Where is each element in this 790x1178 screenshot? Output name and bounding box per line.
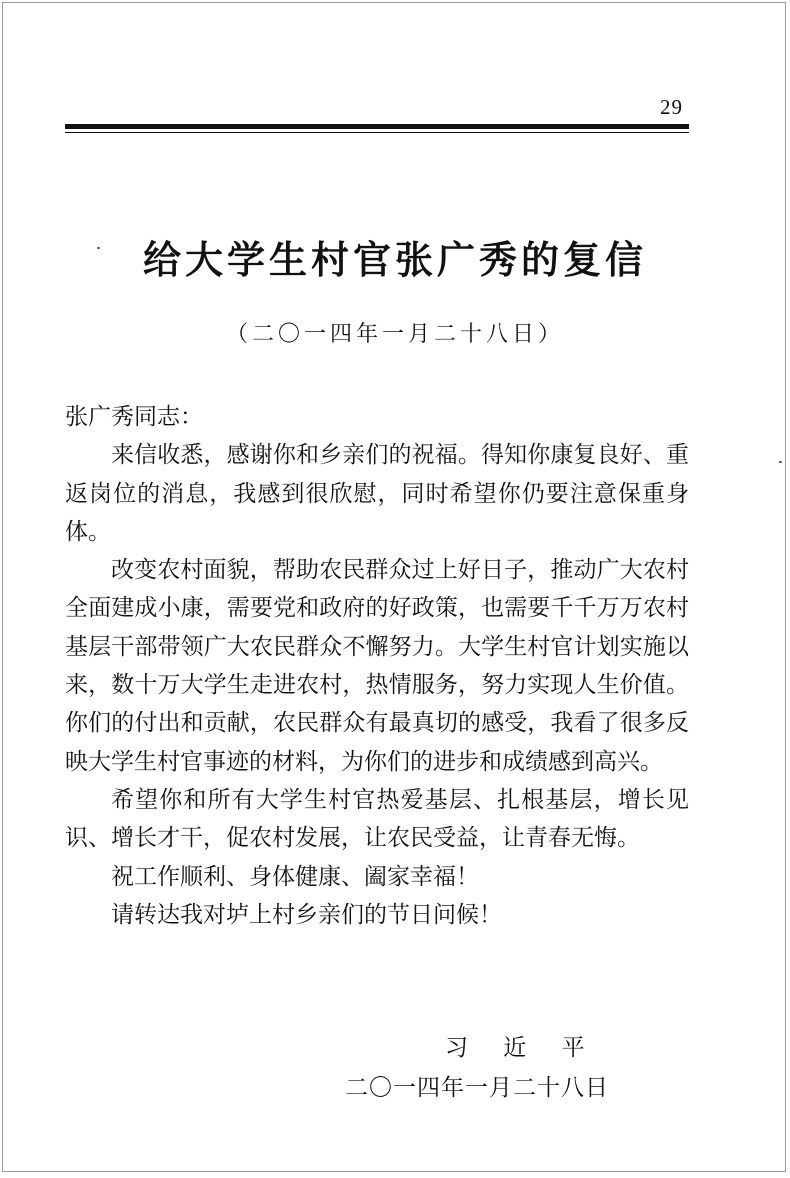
header-rule-thin [65,132,689,133]
paragraph: 希望你和所有大学生村官热爱基层、扎根基层，增长见识、增长才干，促农村发展，让农民受益，让青春无悔。 [65,786,689,852]
closing-line: 祝工作顺利、身体健康、阖家幸福！ [111,863,479,890]
signature-date: 二〇一四年一月二十八日 [345,1075,609,1101]
paragraph: 改变农村面貌，帮助农民群众过上好日子，推动广大农村全面建成小康，需要党和政府的好政策，也需要千千万万农村基层干部带领广大农民群众不懈努力。大学生村官计划实施以来，数十万大学生走进农村，热情服务，努力实现人生价值。你们的付出和贡献，农民群众有最真切的感受，我看了很多反映大学生村官事迹的材料，为你们的进步和成绩感到高兴。 [65,557,689,775]
letter-title: 给大学生村官张广秀的复信 [142,238,647,282]
print-speck [779,461,782,463]
closing-line: 请转达我对垆上村乡亲们的节日问候！ [111,901,502,928]
salutation: 张广秀同志： [65,404,203,430]
paragraph: 来信收悉，感谢你和乡亲们的祝福。得知你康复良好、重返岗位的消息，我感到很欣慰，同时希望你仍要注意保重身体。 [65,442,689,545]
signature: 习 近 平 [445,1035,599,1061]
page-number: 29 [660,95,683,119]
header-rule-thick [65,124,689,129]
letter-title-date: （二〇一四年一月二十八日） [225,322,564,347]
book-page [2,2,786,1172]
letter-body [65,398,689,934]
